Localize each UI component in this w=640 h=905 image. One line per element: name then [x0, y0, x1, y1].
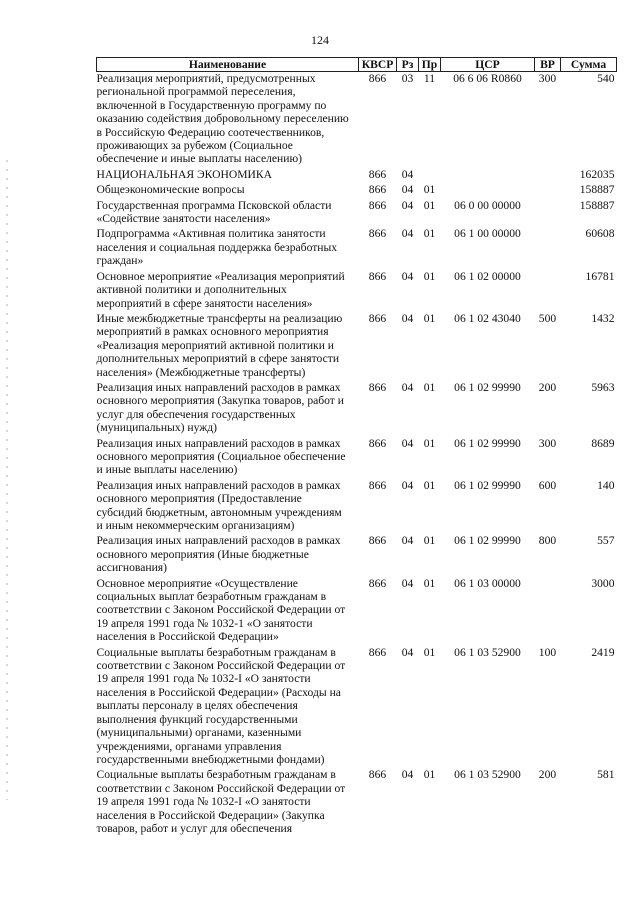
- row-pr-cell: 01: [423, 768, 436, 782]
- row-pr-cell: 01: [423, 183, 436, 197]
- row-pr-cell: 01: [423, 380, 436, 394]
- row-name-cell: Реализация мероприятий, предусмотренных региональной программой переселения, включенной в Государственную программу по оказанию содействия добровольному переселению в Российскую Федерацию соотечественников, проживающих за рубежом (Социальное обеспечение и иные выплаты населению): [96, 72, 349, 166]
- row-kvsr-cell: 866: [368, 534, 387, 548]
- row-name-cell: Реализация иных направлений расходов в рамках основного мероприятия (Иные бюджетные ассигнования): [96, 534, 341, 575]
- header-name: Наименование: [97, 58, 359, 72]
- row-name-cell: Основное мероприятие «Осуществление социальных выплат безработным гражданам в соответствии с Законом Российской Федерации от 19 апреля 1991 года № 1032-1 «О занятости населения в Российской Федерации»: [96, 576, 346, 644]
- row-vr-cell: [535, 577, 561, 646]
- table-row: [97, 183, 617, 198]
- header-vr: ВР: [535, 58, 561, 72]
- row-pr-cell: [419, 168, 441, 183]
- row-csr-cell: 06 1 02 99990: [454, 436, 521, 450]
- row-rz-cell: 04: [401, 183, 414, 197]
- table-row: [97, 381, 617, 437]
- row-name-cell: Иные межбюджетные трансферты на реализацию мероприятий в рамках основного мероприятия «Реализация мероприятий активной политики и дополнительных мероприятий в сфере занятости населения» (Межбюджетные трансферты): [96, 311, 343, 379]
- row-csr-cell: 06 1 03 00000: [454, 576, 521, 590]
- row-rz-cell: 04: [401, 478, 414, 492]
- table-header-row: [97, 58, 617, 72]
- budget-table: [96, 57, 617, 837]
- row-sum-cell: 60608: [585, 227, 615, 241]
- row-kvsr-cell: 866: [368, 436, 387, 450]
- row-rz-cell: 04: [401, 227, 414, 241]
- row-kvsr-cell: 866: [368, 167, 387, 181]
- table-row: [97, 577, 617, 646]
- row-csr-cell: 06 1 03 52900: [454, 768, 521, 782]
- row-sum-cell: 557: [597, 534, 615, 548]
- table-row: [97, 479, 617, 535]
- row-pr-cell: 01: [423, 227, 436, 241]
- header-csr: ЦСР: [441, 58, 535, 72]
- row-vr-cell: 100: [538, 645, 557, 659]
- row-kvsr-cell: 866: [368, 478, 387, 492]
- table-row: [97, 768, 617, 837]
- row-name-cell: Общеэкономические вопросы: [96, 183, 245, 197]
- row-pr-cell: 01: [423, 269, 436, 283]
- row-pr-cell: 01: [423, 534, 436, 548]
- row-rz-cell: 04: [401, 269, 414, 283]
- row-vr-cell: [535, 199, 561, 228]
- row-rz-cell: 04: [401, 768, 414, 782]
- row-name-cell: Реализация иных направлений расходов в рамках основного мероприятия (Социальное обеспечение и иные выплаты населению): [96, 436, 346, 477]
- row-name-cell: Реализация иных направлений расходов в рамках основного мероприятия (Предоставление субсидий бюджетным, автономным учреждениям и иным некоммерческим организациям): [96, 478, 342, 532]
- row-csr-cell: 06 6 06 R0860: [453, 72, 522, 85]
- row-csr-cell: 06 1 02 99990: [454, 534, 521, 548]
- row-pr-cell: 01: [423, 478, 436, 492]
- row-name-cell: Социальные выплаты безработным гражданам в соответствии с Законом Российской Федерации от 19 апреля 1991 года № 1032-I «О занятости населения в Российской Федерации» (Расходы на выплаты персоналу в целях обеспечения выполнения функций государственными (муниципальными) органами, казенными учреждениями, органами управления государственными внебюджетными фондами): [96, 645, 346, 766]
- row-csr-cell: 06 1 02 99990: [454, 478, 521, 492]
- row-rz-cell: 04: [401, 167, 414, 181]
- row-pr-cell: 01: [423, 198, 436, 212]
- row-vr-cell: [535, 168, 561, 183]
- row-sum-cell: 162035: [579, 167, 615, 181]
- row-sum-cell: 16781: [585, 269, 615, 283]
- row-vr-cell: 500: [538, 311, 557, 325]
- row-csr-cell: 06 1 02 00000: [454, 269, 521, 283]
- row-pr-cell: 01: [423, 576, 436, 590]
- table-row: [97, 72, 617, 168]
- row-sum-cell: 8689: [591, 436, 615, 450]
- header-rz: Рз: [397, 58, 419, 72]
- table-body: [97, 72, 617, 838]
- row-rz-cell: 04: [401, 576, 414, 590]
- row-name-cell: Социальные выплаты безработным гражданам в соответствии с Законом Российской Федерации от 19 апреля 1991 года № 1032-I «О занятости населения в Российской Федерации» (Закупка товаров, работ и услуг для обеспечения: [96, 768, 346, 835]
- row-sum-cell: 158887: [579, 183, 615, 197]
- row-pr-cell: 01: [423, 311, 436, 325]
- row-name-cell: НАЦИОНАЛЬНАЯ ЭКОНОМИКА: [96, 167, 273, 181]
- row-csr-cell: 06 1 02 99990: [454, 380, 521, 394]
- table-row: [97, 199, 617, 228]
- budget-table-container: [96, 57, 616, 837]
- row-kvsr-cell: 866: [368, 183, 387, 197]
- row-pr-cell: 01: [423, 436, 436, 450]
- row-kvsr-cell: 866: [368, 227, 387, 241]
- row-sum-cell: 1432: [591, 311, 615, 325]
- table-row: [97, 437, 617, 479]
- row-csr-cell: [441, 183, 535, 198]
- row-sum-cell: 540: [597, 72, 615, 85]
- row-sum-cell: 140: [597, 478, 615, 492]
- row-vr-cell: [535, 227, 561, 269]
- header-pr: Пр: [419, 58, 441, 72]
- table-row: [97, 270, 617, 312]
- row-csr-cell: 06 1 03 52900: [454, 645, 521, 659]
- row-vr-cell: [535, 270, 561, 312]
- row-kvsr-cell: 866: [368, 768, 387, 782]
- row-kvsr-cell: 866: [368, 311, 387, 325]
- table-row: [97, 646, 617, 769]
- row-csr-cell: 06 1 02 43040: [454, 311, 521, 325]
- row-rz-cell: 03: [401, 72, 414, 85]
- row-name-cell: Реализация иных направлений расходов в рамках основного мероприятия (Закупка товаров, работ и услуг для обеспечения государственных (муниципальных) нужд): [96, 380, 344, 435]
- row-kvsr-cell: 866: [368, 576, 387, 590]
- row-kvsr-cell: 866: [368, 380, 387, 394]
- row-kvsr-cell: 866: [368, 645, 387, 659]
- row-csr-cell: [441, 168, 535, 183]
- table-row: [97, 534, 617, 576]
- row-vr-cell: 300: [538, 72, 557, 85]
- row-sum-cell: 581: [597, 768, 615, 782]
- row-pr-cell: 11: [423, 72, 436, 85]
- row-name-cell: Подпрограмма «Активная политика занятости населения и социальная поддержка безработных граждан»: [96, 227, 338, 268]
- header-kvsr: КВСР: [359, 58, 397, 72]
- row-sum-cell: 2419: [591, 645, 615, 659]
- row-sum-cell: 5963: [591, 380, 615, 394]
- row-pr-cell: 01: [423, 645, 436, 659]
- row-sum-cell: 3000: [591, 576, 615, 590]
- table-row: [97, 312, 617, 381]
- row-kvsr-cell: 866: [368, 198, 387, 212]
- row-sum-cell: 158887: [579, 198, 615, 212]
- scan-edge-artifact: [6, 160, 8, 800]
- row-rz-cell: 04: [401, 311, 414, 325]
- row-rz-cell: 04: [401, 436, 414, 450]
- row-vr-cell: 300: [538, 436, 557, 450]
- row-vr-cell: 800: [538, 534, 557, 548]
- row-vr-cell: 600: [538, 478, 557, 492]
- row-rz-cell: 04: [401, 534, 414, 548]
- table-row: [97, 227, 617, 269]
- page-number: 124: [311, 33, 329, 47]
- row-name-cell: Государственная программа Псковской области «Содействие занятости населения»: [96, 198, 332, 226]
- table-row: [97, 168, 617, 183]
- row-vr-cell: 200: [538, 380, 557, 394]
- row-kvsr-cell: 866: [368, 269, 387, 283]
- row-csr-cell: 06 1 00 00000: [454, 227, 521, 241]
- row-vr-cell: [535, 183, 561, 198]
- row-name-cell: Основное мероприятие «Реализация мероприятий активной политики и дополнительных мероприятий в сфере занятости населения»: [96, 269, 345, 310]
- row-rz-cell: 04: [401, 380, 414, 394]
- row-vr-cell: 200: [538, 768, 557, 782]
- row-kvsr-cell: 866: [368, 72, 387, 85]
- header-sum: Сумма: [561, 58, 617, 72]
- row-rz-cell: 04: [401, 198, 414, 212]
- row-rz-cell: 04: [401, 645, 414, 659]
- row-csr-cell: 06 0 00 00000: [454, 198, 521, 212]
